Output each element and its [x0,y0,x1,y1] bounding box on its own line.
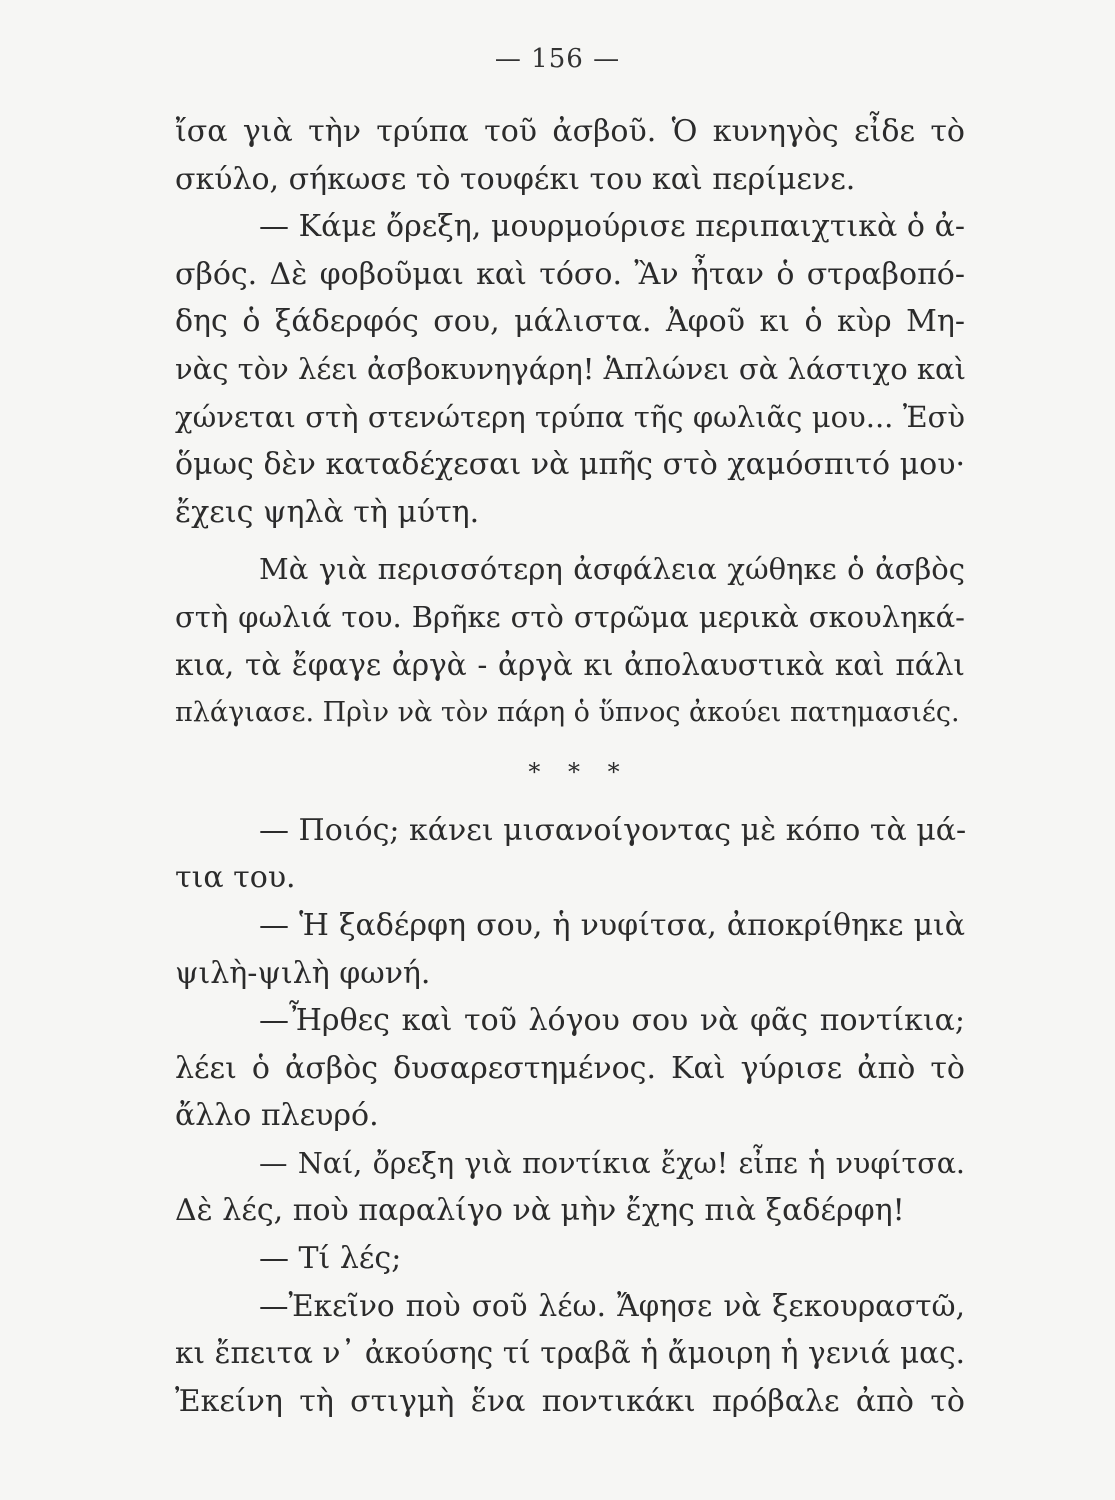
text-line: ἔχεις ψηλὰ τὴ μύτη. [175,494,480,530]
text-line: τια του. [175,860,296,896]
paragraph-gap [175,536,965,546]
text-line: κια, τὰ ἔφαγε ἀργὰ - ἀργὰ κι ἀπολαυστικὰ καὶ πάλι [175,647,965,682]
text-line: — Κάμε ὄρεξη, μουρμούρισε περιπαιχτικὰ ὁ ἀ- [259,209,965,245]
text-line: — Ἡ ξαδέρφη σου, ἡ νυφίτσα, ἀποκρίθηκε μιὰ [259,907,965,943]
page-number: — 156 — [494,44,621,74]
text-line: λέει ὁ ἀσβὸς δυσαρεστημένος. Καὶ γύρισε ἀπὸ τὸ [175,1050,965,1086]
text-line: — Ποιός; κάνει μισανοίγοντας μὲ κόπο τὰ μά- [259,812,967,848]
text-line: —Ἦρθες καὶ τοῦ λόγου σου νὰ φᾶς ποντίκια; [259,1003,965,1039]
text-line: ὅμως δὲν καταδέχεσαι νὰ μπῆς στὸ χαμόσπιτό μου· [175,447,965,483]
text-line: στὴ φωλιά του. Βρῆκε στὸ στρῶμα μερικὰ σκουληκά- [175,599,965,634]
text-line: σκύλο, σήκωσε τὸ τουφέκι του καὶ περίμενε. [175,161,856,197]
text-line: — Ναί, ὄρεξη γιὰ ποντίκια ἔχω! εἶπε ἡ νυφίτσα. [259,1146,965,1180]
text-line: σβός. Δὲ φοβοῦμαι καὶ τόσο. Ἂν ἦταν ὁ στραβοπό- [175,256,965,292]
text-line: νὰς τὸν λέει ἀσβοκυνηγάρη! Ἁπλώνει σὰ λάστιχο καὶ [175,351,966,386]
text-line: χώνεται στὴ στενώτερη τρύπα τῆς φωλιᾶς μου... Ἐσὺ [175,399,965,434]
text-line: ψιλὴ-ψιλὴ φωνή. [175,955,431,991]
text-line: Ἐκείνη τὴ στιγμὴ ἕνα ποντικάκι πρόβαλε ἀπὸ τὸ [175,1383,965,1419]
text-line: δης ὁ ξάδερφός σου, μάλιστα. Ἀφοῦ κι ὁ κὺρ Μη- [175,304,965,340]
text-line: ἴσα γιὰ τὴν τρύπα τοῦ ἀσβοῦ. Ὁ κυνηγὸς εἶδε τὸ [175,114,965,149]
text-line: Μὰ γιὰ περισσότερη ἀσφάλεια χώθηκε ὁ ἀσβὸς [259,552,965,587]
text-line: κι ἔπειτα ν᾽ ἀκούσης τί τραβᾶ ἡ ἄμοιρη ἡ γενιά μας. [175,1336,965,1371]
body-text [175,108,965,1425]
section-separator: * * * [528,757,630,786]
text-line: Δὲ λές, ποὺ παραλίγο νὰ μὴν ἔχης πιὰ ξαδέρφη! [175,1193,905,1229]
text-line: — Τί λές; [259,1241,402,1277]
text-line: —Ἐκεῖνο ποὺ σοῦ λέω. Ἄφησε νὰ ξεκουραστῶ, [259,1288,965,1323]
text-line: ἄλλο πλευρό. [175,1098,379,1134]
text-line: πλάγιασε. Πρὶν νὰ τὸν πάρη ὁ ὕπνος ἀκούει πατημασιές. [175,697,960,729]
